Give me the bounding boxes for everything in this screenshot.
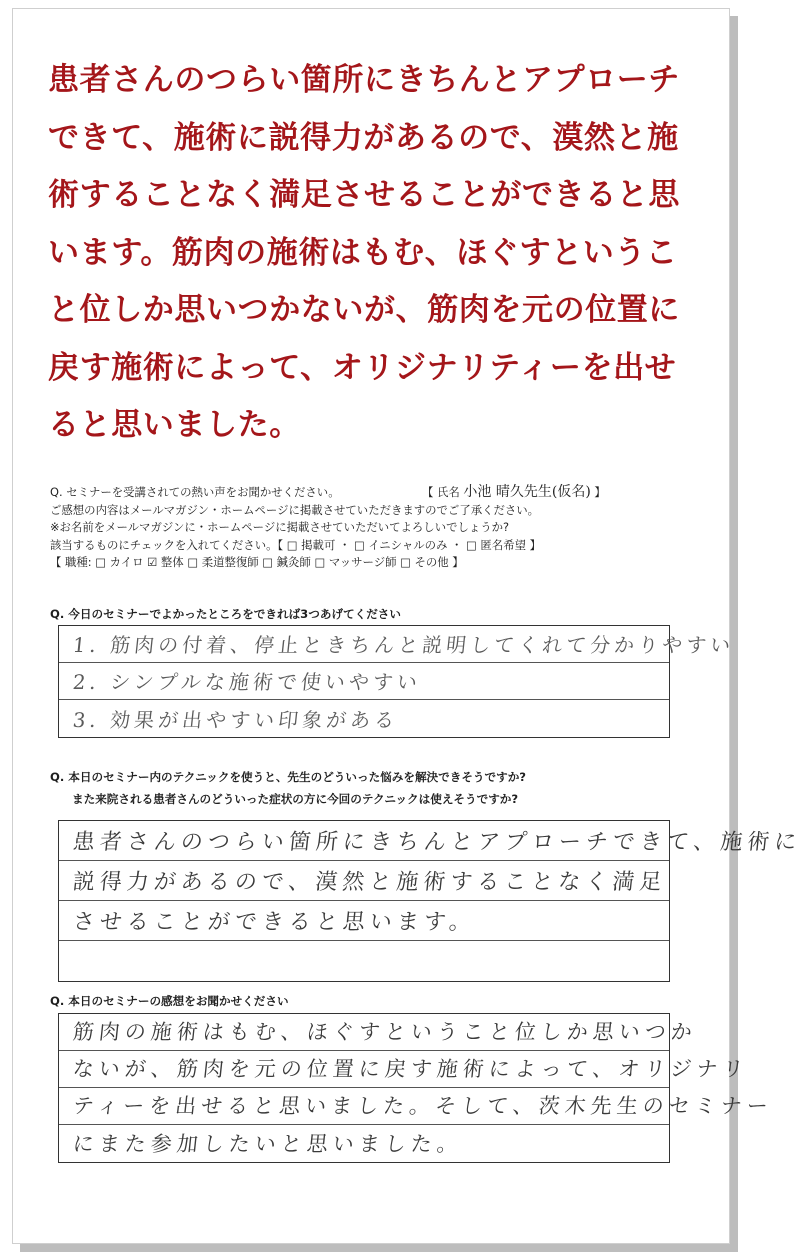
- answer-line: [59, 861, 669, 901]
- name-value: 小池 晴久先生(仮名): [463, 484, 591, 500]
- q1-label: Q. 今日のセミナーでよかったところをできれば3つあげてください: [50, 607, 401, 621]
- q2-label-1: Q. 本日のセミナー内のテクニックを使うと、先生のどういった悩みを解決できそうですか?: [50, 770, 527, 784]
- q2-answer-box: [58, 820, 803, 982]
- handwritten-answer: ティーを出せると思いました。そして、茨木先生のセミナー: [71, 1094, 775, 1118]
- name-field: [422, 484, 606, 502]
- answer-line: [59, 663, 669, 700]
- info-permission-options: 該当するものにチェックを入れてください。【 □ 掲載可 ・ □ イニシャルのみ ・ □ 匿名希望 】: [50, 537, 541, 552]
- answer-line: [59, 901, 669, 941]
- info-occupation-options: 【 職種: □ カイロ ☑ 整体 □ 柔道整復師 □ 鍼灸師 □ マッサージ師 □ その他 】: [50, 555, 464, 569]
- q1-answer-box: [58, 625, 736, 738]
- handwritten-answer: 説得力があるので、漠然と施術することなく満足: [71, 870, 668, 895]
- answer-line: [59, 700, 669, 737]
- q2-label-2: また来院される患者さんのどういった症状の方に今回のテクニックは使えそうですか?: [72, 792, 519, 806]
- answer-line: [59, 626, 736, 663]
- info-permission-question: ※お名前をメールマガジンに・ホームページに掲載させていただいてよろしいでしょうか?: [50, 520, 510, 534]
- q3-label: Q. 本日のセミナーの感想をお聞かせください: [50, 994, 289, 1008]
- handwritten-answer: 2. シンプルな施術で使いやすい: [71, 670, 423, 694]
- handwritten-answer: させることができると思います。: [71, 910, 478, 935]
- info-notice: ご感想の内容はメールマガジン・ホームページに掲載させていただきますのでご了承ください。: [50, 502, 540, 517]
- headline-quote: 患者さんのつらい箇所にきちんとアプローチできて、施術に説得力があるので、漠然と施術することなく満足させることができると思います。筋肉の施術はもむ、ほぐすということ位しか思いつかないが、筋肉を元の位置に戻す施術によって、オリジナリティーを出せると思いました。: [48, 62, 680, 443]
- answer-line: [59, 1051, 750, 1088]
- survey-info: [50, 484, 690, 572]
- handwritten-answer: 患者さんのつらい箇所にきちんとアプローチできて、施術に: [71, 830, 803, 855]
- handwritten-answer: 3. 効果が出やすい印象がある: [71, 708, 400, 732]
- handwritten-answer: にまた参加したいと思いました。: [71, 1132, 465, 1156]
- handwritten-answer: 1. 筋肉の付着、停止ときちんと説明してくれて分かりやすい: [71, 633, 736, 657]
- q3-answer-box: [58, 1013, 775, 1163]
- answer-line: [59, 821, 803, 861]
- answer-line: [59, 1088, 775, 1125]
- answer-line: [59, 1125, 669, 1162]
- handwritten-answer: ないが、筋肉を元の位置に戻す施術によって、オリジナリ: [71, 1057, 750, 1081]
- handwritten-answer: 筋肉の施術はもむ、ほぐすということ位しか思いつか: [71, 1020, 699, 1044]
- name-label: 【 氏名: [422, 485, 460, 499]
- answer-line: [59, 941, 669, 981]
- answer-line: [59, 1014, 699, 1051]
- info-prompt: Q. セミナーを受講されての熱い声をお聞かせください。: [50, 485, 340, 499]
- name-close: 】: [594, 485, 606, 499]
